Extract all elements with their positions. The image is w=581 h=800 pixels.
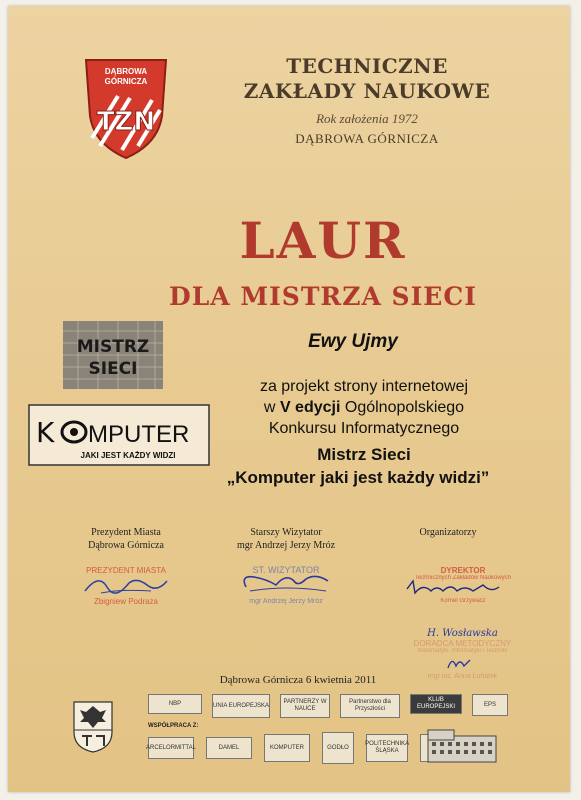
komputer-rest: MPUTER [88, 421, 190, 448]
advisor-stamp-line: Matematyki, Informatyki i Techniki [417, 648, 508, 654]
sponsor-logo-godlo: GODŁO [322, 732, 354, 764]
issue-date: Dąbrowa Górnicza 6 kwietnia 2011 [219, 674, 377, 686]
komputer-logo-icon [28, 404, 210, 466]
description-edition: V edycji [279, 399, 341, 416]
president-role-line1: Prezydent Miasta [91, 527, 161, 538]
award-title: LAUR [239, 211, 407, 270]
contest-name: Mistrz Sieci [317, 445, 411, 464]
komputer-k: K [36, 416, 55, 449]
director-stamp [403, 566, 523, 604]
sponsor-logo-politechnika: POLITECHNIKA ŚLĄSKA [366, 734, 408, 762]
director-stamp-name: Kornel Grzywacz [440, 598, 486, 604]
advisor-stamp-title: DORADCA METODYCZNY [413, 639, 512, 648]
school-name-line2: ZAKŁADY NAUKOWE [243, 79, 491, 103]
sponsor-logo-partnerstwo: Partnerstwo dla Przyszłości [340, 694, 400, 718]
director-stamp-line: Technicznych Zakładów Naukowych [414, 575, 512, 581]
sponsor-logo-komputer: KOMPUTER [264, 734, 310, 762]
school-name-line1: TECHNICZNE [286, 54, 448, 78]
svg-text:GÓRNICZA: GÓRNICZA [104, 77, 148, 86]
sponsor-logo-arcelor: ARCELORMITTAL [148, 737, 194, 759]
contest-motto: „Komputer jaki jest każdy widzi” [226, 468, 490, 487]
president-stamp-title: PREZYDENT MIASTA [86, 566, 166, 575]
komputer-tagline: JAKI JEST KAŻDY WIDZI [80, 451, 176, 460]
advisor-signature-icon [400, 654, 520, 672]
mistrz-badge-line2: SIECI [88, 359, 138, 379]
sponsor-logo-klub: KLUB EUROPEJSKI [410, 694, 462, 714]
sponsor-logo-partnerzy: PARTNERZY W NAUCE [280, 694, 330, 718]
inspector-role-line1: Starszy Wizytator [250, 527, 322, 538]
sponsor-logo-damel: DAMEL [206, 737, 252, 759]
mistrz-sieci-badge-icon [63, 321, 163, 389]
inspector-stamp-name: mgr Andrzej Jerzy Mróz [249, 598, 323, 605]
signature-president [56, 526, 196, 608]
diploma-page [8, 6, 570, 792]
sponsor-logo-eu: UNIA EUROPEJSKA [212, 694, 270, 718]
president-stamp-name: Zbigniew Podraza [93, 597, 159, 606]
signature-inspector [206, 526, 366, 608]
school-city: DĄBROWA GÓRNICZA [295, 131, 439, 146]
school-name [213, 54, 521, 104]
sponsor-logo-eps: EPS [472, 694, 508, 716]
inspector-role-line2: mgr Andrzej Jerzy Mróz [236, 540, 336, 551]
description-line2-prefix: w [263, 399, 276, 416]
advisor-stamp-name: mgr inż. Anna Łuhanik [427, 673, 498, 680]
city-coat-of-arms-icon [72, 700, 114, 754]
recipient-name: Ewy Ujmy [308, 331, 398, 352]
mistrz-badge-line1: MISTRZ [76, 337, 150, 357]
sponsor-logos-row2 [148, 732, 448, 764]
award-subtitle: DLA MISTRZA SIECI [169, 282, 477, 311]
inspector-stamp-title: ST. WIZYTATOR [252, 565, 320, 575]
cooperation-label: WSPÓŁPRACA Z: [148, 723, 199, 729]
sponsor-logo-nbp: NBP [148, 694, 202, 714]
advisor-stamp [400, 628, 525, 680]
description-line3: Konkursu Informatycznego [268, 420, 460, 437]
tzn-letters: TZN [96, 107, 156, 137]
school-building-icon [426, 724, 498, 764]
school-founded: Rok założenia 1972 [316, 111, 418, 126]
svg-text:DĄBROWA: DĄBROWA [104, 67, 148, 76]
president-role-line2: Dąbrowa Górnicza [88, 540, 164, 551]
director-stamp-title: DYREKTOR [440, 566, 486, 575]
signature-organizers [393, 526, 503, 539]
description-line2-suffix: Ogólnopolskiego [344, 399, 465, 416]
sponsor-logos-row1 [148, 694, 508, 718]
organizers-label: Organizatorzy [419, 527, 477, 538]
advisor-handwritten-name: H. Wosławska [427, 628, 498, 639]
description-line2 [194, 399, 534, 417]
description-line1: za projekt strony internetowej [259, 378, 469, 395]
tzn-logo-icon [78, 56, 174, 160]
